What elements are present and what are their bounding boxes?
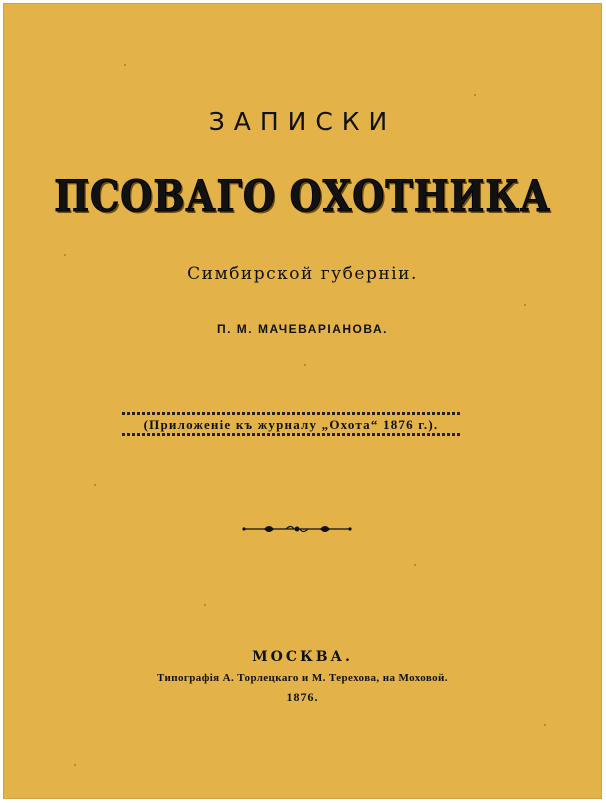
year: 1876. bbox=[286, 690, 319, 704]
paper-speck bbox=[474, 94, 476, 96]
ornament-divider-icon bbox=[242, 522, 352, 536]
title-main: ПСОВАГО ОХОТНИКА bbox=[54, 172, 551, 222]
paper-speck bbox=[74, 764, 76, 766]
supplement-note-frame bbox=[122, 412, 460, 436]
paper-speck bbox=[544, 724, 546, 726]
paper-speck bbox=[204, 604, 206, 606]
paper-speck bbox=[524, 304, 526, 306]
city: МОСКВА. bbox=[252, 649, 353, 665]
supplement-note: (Приложеніе къ журналу „Охота“ 1876 г.). bbox=[143, 417, 439, 432]
author: П. М. МАЧЕВАРІАНОВА. bbox=[217, 322, 388, 336]
paper-speck bbox=[94, 484, 96, 486]
title-top: ЗАПИСКИ bbox=[208, 107, 397, 136]
note-border-top bbox=[122, 412, 460, 415]
paper-speck bbox=[64, 254, 66, 256]
subtitle: Симбирской губерніи. bbox=[187, 264, 418, 284]
printer-line: Типографія А. Торлецкаго и М. Терехова, на Моховой. bbox=[157, 672, 448, 684]
paper-speck bbox=[414, 564, 416, 566]
book-cover-page bbox=[3, 3, 602, 799]
paper-speck bbox=[124, 64, 126, 66]
paper-speck bbox=[304, 364, 306, 366]
note-border-bottom bbox=[122, 433, 460, 436]
